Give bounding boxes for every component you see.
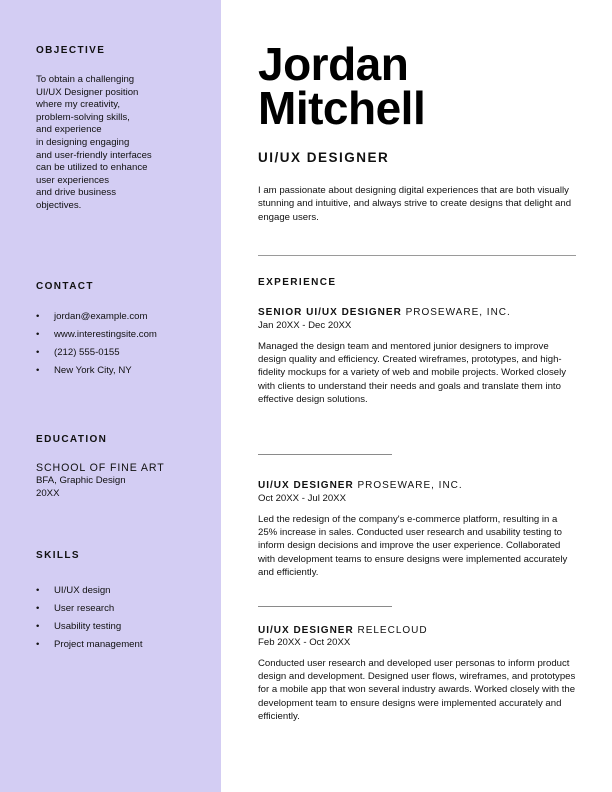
education-heading: EDUCATION: [36, 434, 108, 445]
contact-list: [36, 311, 157, 383]
job-company: PROSEWARE, INC.: [357, 480, 463, 491]
experience-heading: EXPERIENCE: [258, 277, 337, 288]
objective-line: where my creativity,: [36, 99, 121, 111]
objective-text: [36, 74, 152, 213]
contact-email[interactable]: • jordan@example.com: [36, 311, 148, 322]
job-description-3: Conducted user research and developed user personas to inform product design and development. Designed user flows, wireframes, and prototypes for a mobile app that won several industry awards. Worked closely with the development team to ensure designs were implemented accurately and efficiently.: [258, 658, 576, 722]
main-content: [221, 0, 612, 792]
job-divider: [258, 606, 392, 607]
last-name: Mitchell: [258, 82, 426, 134]
bullet-icon: •: [36, 603, 40, 614]
job-divider: [258, 454, 392, 455]
education-degree: BFA, Graphic Design: [36, 475, 126, 486]
job-dates-1: Jan 20XX - Dec 20XX: [258, 320, 352, 331]
skills-heading: SKILLS: [36, 550, 80, 561]
first-name: Jordan: [258, 38, 409, 90]
objective-line: UI/UX Designer position: [36, 86, 139, 98]
skill-item: • Project management: [36, 639, 143, 650]
candidate-name: [258, 38, 426, 134]
contact-location: • New York City, NY: [36, 365, 132, 376]
skills-list: [36, 585, 143, 657]
bullet-icon: •: [36, 347, 40, 358]
job-dates-2: Oct 20XX - Jul 20XX: [258, 493, 346, 504]
bullet-icon: •: [36, 621, 40, 632]
job-title-3: UI/UX DESIGNER RELECLOUD: [258, 625, 428, 636]
objective-line: and experience: [36, 124, 102, 136]
bullet-icon: •: [36, 365, 40, 376]
job-company: PROSEWARE, INC.: [405, 307, 511, 318]
bullet-icon: •: [36, 311, 40, 322]
skill-item: • Usability testing: [36, 621, 122, 632]
job-role: UI/UX DESIGNER: [258, 150, 390, 165]
education-school: SCHOOL OF FINE ART: [36, 462, 165, 474]
job-company: RELECLOUD: [357, 625, 428, 636]
objective-line: To obtain a challenging: [36, 74, 135, 85]
objective-line: and user-friendly interfaces: [36, 149, 152, 161]
objective-line: user experiences: [36, 174, 110, 186]
job-description-1: Managed the design team and mentored junior designers to improve design quality and efficiency. Created wireframes, prototypes, and high-fidelity mockups for a variety of web and mobile projects. Worked closely with clients to understand their needs and goals and translate them into effective design solutions.: [258, 341, 567, 405]
bullet-icon: •: [36, 639, 40, 650]
bullet-icon: •: [36, 585, 40, 596]
skill-item: • User research: [36, 603, 115, 614]
objective-line: problem-solving skills,: [36, 111, 130, 123]
objective-line: can be utilized to enhance: [36, 162, 148, 174]
contact-heading: CONTACT: [36, 281, 94, 292]
contact-website[interactable]: • www.interestingsite.com: [36, 329, 157, 340]
bullet-icon: •: [36, 329, 40, 340]
objective-heading: OBJECTIVE: [36, 45, 106, 56]
education-year: 20XX: [36, 488, 60, 499]
job-dates-3: Feb 20XX - Oct 20XX: [258, 637, 351, 648]
job-title-1: SENIOR UI/UX DESIGNER PROSEWARE, INC.: [258, 307, 511, 318]
objective-line: objectives.: [36, 199, 82, 211]
contact-phone[interactable]: • (212) 555-0155: [36, 347, 120, 358]
section-divider: [258, 255, 576, 256]
job-description-2: Led the redesign of the company's e-commerce platform, resulting in a 25% increase in sales. Conducted user research and usability testing to inform design decisions and improve the user experience. Collaborated with development teams to ensure designs were implemented accurately and efficiently.: [258, 514, 568, 578]
objective-line: in designing engaging: [36, 136, 130, 148]
skill-item: • UI/UX design: [36, 585, 111, 596]
intro-summary: I am passionate about designing digital experiences that are both visually stunning and intuitive, and always strive to create designs that delight and engage users.: [258, 185, 572, 223]
job-title-2: UI/UX DESIGNER PROSEWARE, INC.: [258, 480, 463, 491]
sidebar: [0, 0, 221, 792]
objective-line: and drive business: [36, 187, 116, 199]
